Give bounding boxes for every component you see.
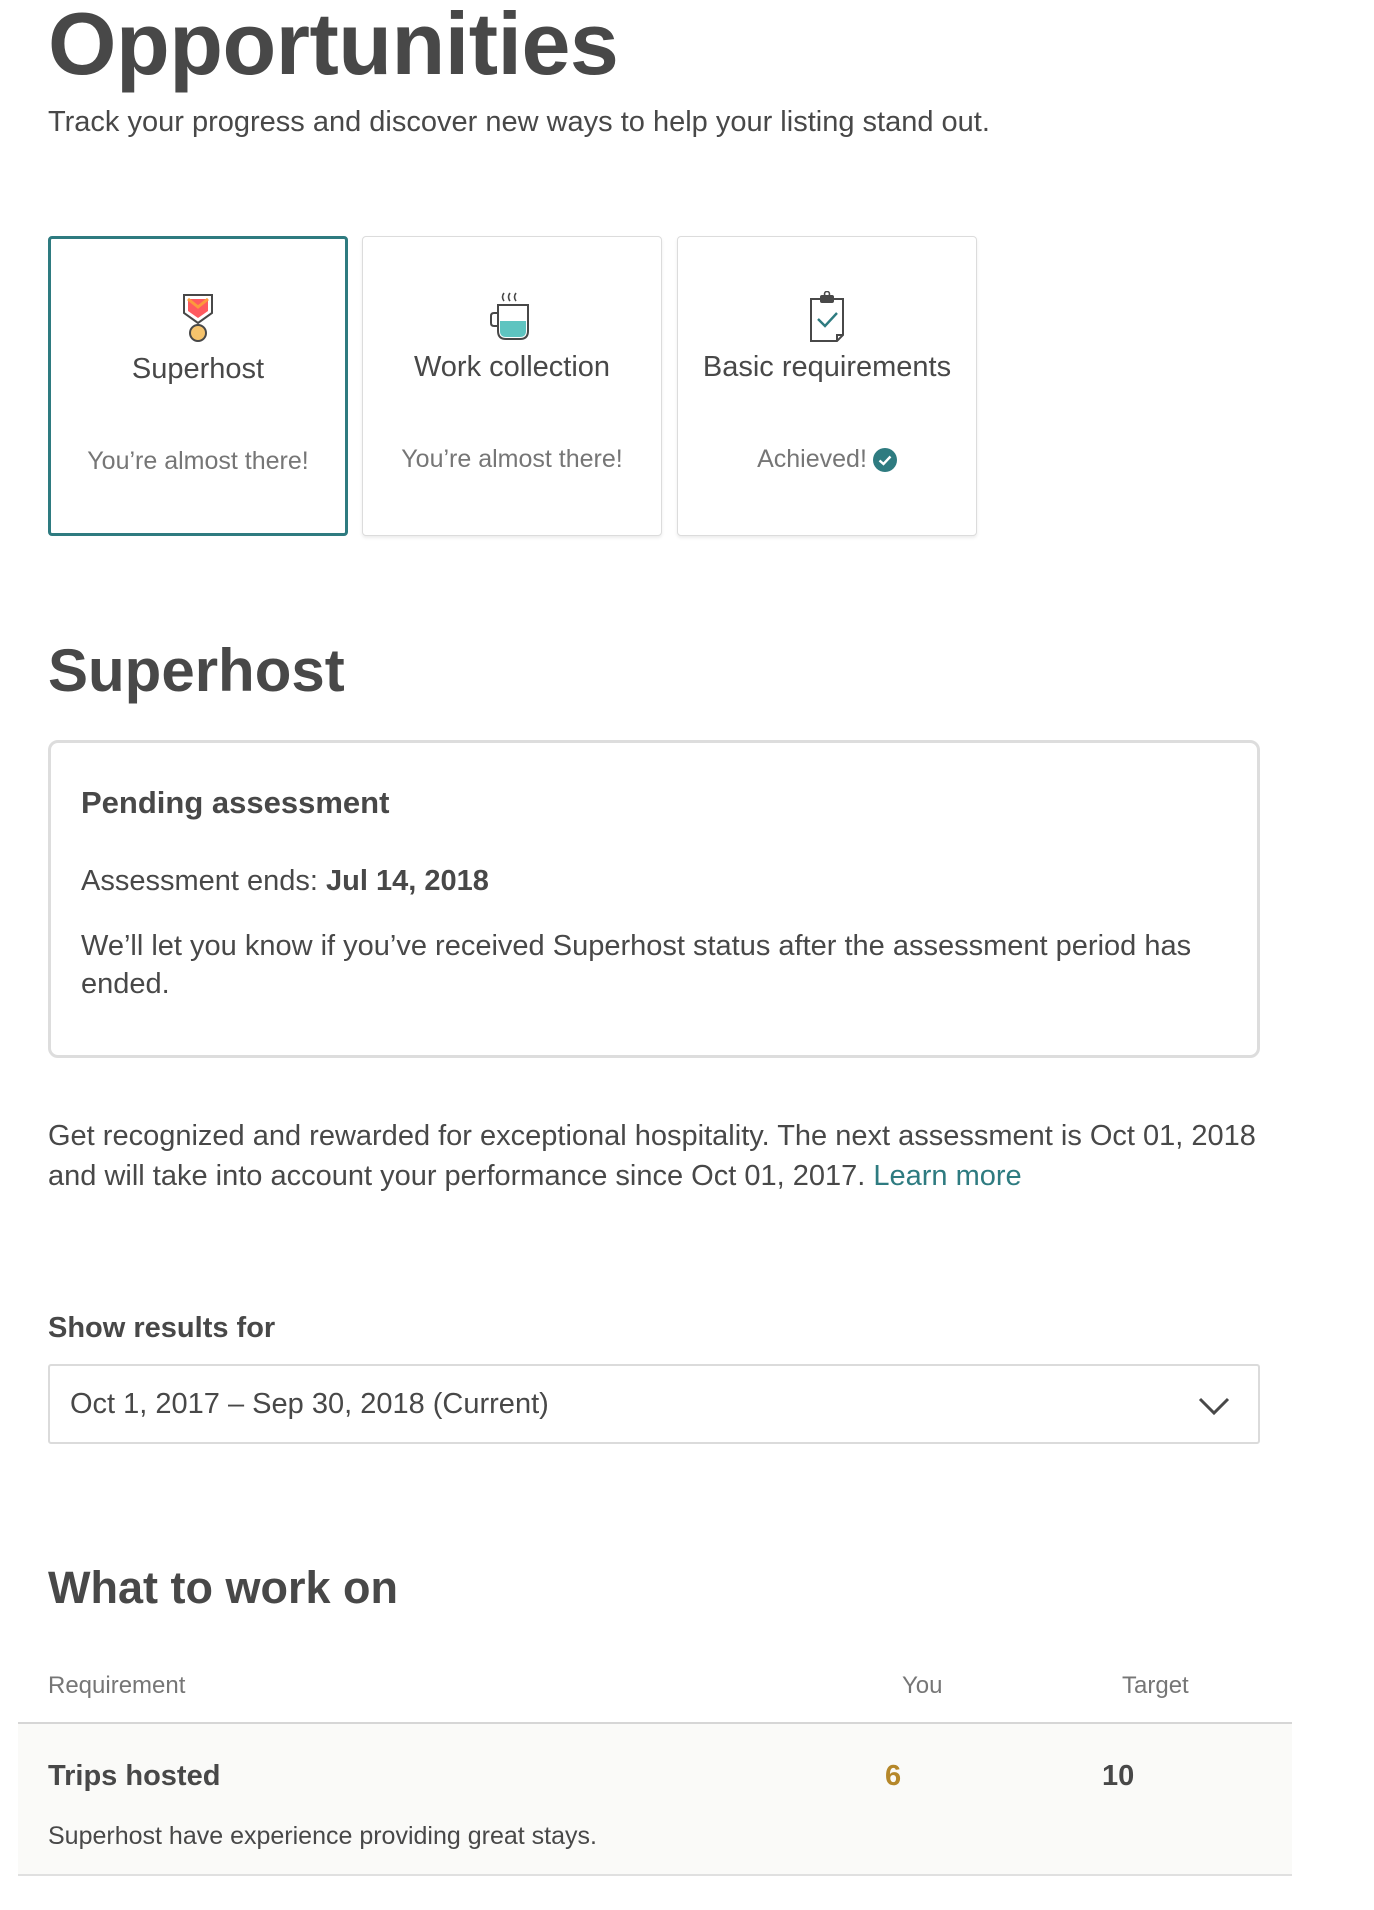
filter-label: Show results for bbox=[48, 1312, 276, 1344]
chevron-down-icon bbox=[1196, 1388, 1232, 1424]
card-title: Basic requirements bbox=[702, 351, 952, 383]
assessment-end-date: Assessment ends: Jul 14, 2018 bbox=[81, 865, 489, 897]
assessment-panel bbox=[48, 740, 1260, 1058]
date-range-value: Oct 1, 2017 – Sep 30, 2018 (Current) bbox=[70, 1388, 549, 1420]
card-status: You’re almost there! bbox=[87, 447, 309, 475]
column-header-target: Target bbox=[1122, 1672, 1189, 1699]
assessment-heading: Pending assessment bbox=[81, 785, 390, 820]
work-title: What to work on bbox=[48, 1562, 398, 1613]
coffee-mug-icon bbox=[363, 291, 661, 343]
check-circle-icon bbox=[873, 448, 897, 472]
requirement-name: Trips hosted bbox=[48, 1760, 221, 1792]
column-header-requirement: Requirement bbox=[48, 1672, 186, 1699]
clipboard-check-icon bbox=[678, 291, 976, 343]
table-row bbox=[18, 1724, 1292, 1876]
requirement-description: Superhost have experience providing great stays. bbox=[48, 1822, 597, 1850]
superhost-medal-icon bbox=[51, 293, 345, 345]
card-status: You’re almost there! bbox=[401, 445, 623, 473]
date-range-select[interactable] bbox=[48, 1364, 1260, 1444]
your-value: 6 bbox=[885, 1760, 902, 1792]
section-title-superhost: Superhost bbox=[48, 637, 345, 704]
card-work-collection[interactable] bbox=[362, 236, 662, 536]
page-subtitle: Track your progress and discover new ways to help your listing stand out. bbox=[48, 106, 990, 138]
card-basic-requirements[interactable] bbox=[677, 236, 977, 536]
column-header-you: You bbox=[902, 1672, 943, 1699]
learn-more-link[interactable]: Learn more bbox=[873, 1160, 1022, 1192]
card-superhost[interactable] bbox=[48, 236, 348, 536]
assessment-note: We’ll let you know if you’ve received Superhost status after the assessment period has ended. bbox=[81, 930, 1192, 1000]
card-title: Work collection bbox=[413, 351, 611, 383]
superhost-description: Get recognized and rewarded for exceptional hospitality. The next assessment is Oct 01, 2018 and will take into account your performance since Oct 01, 2017. Learn more bbox=[48, 1120, 1256, 1192]
target-value: 10 bbox=[1102, 1760, 1135, 1792]
card-status: Achieved! bbox=[678, 445, 976, 474]
page-title: Opportunities bbox=[48, 0, 619, 93]
card-title: Superhost bbox=[131, 353, 265, 385]
